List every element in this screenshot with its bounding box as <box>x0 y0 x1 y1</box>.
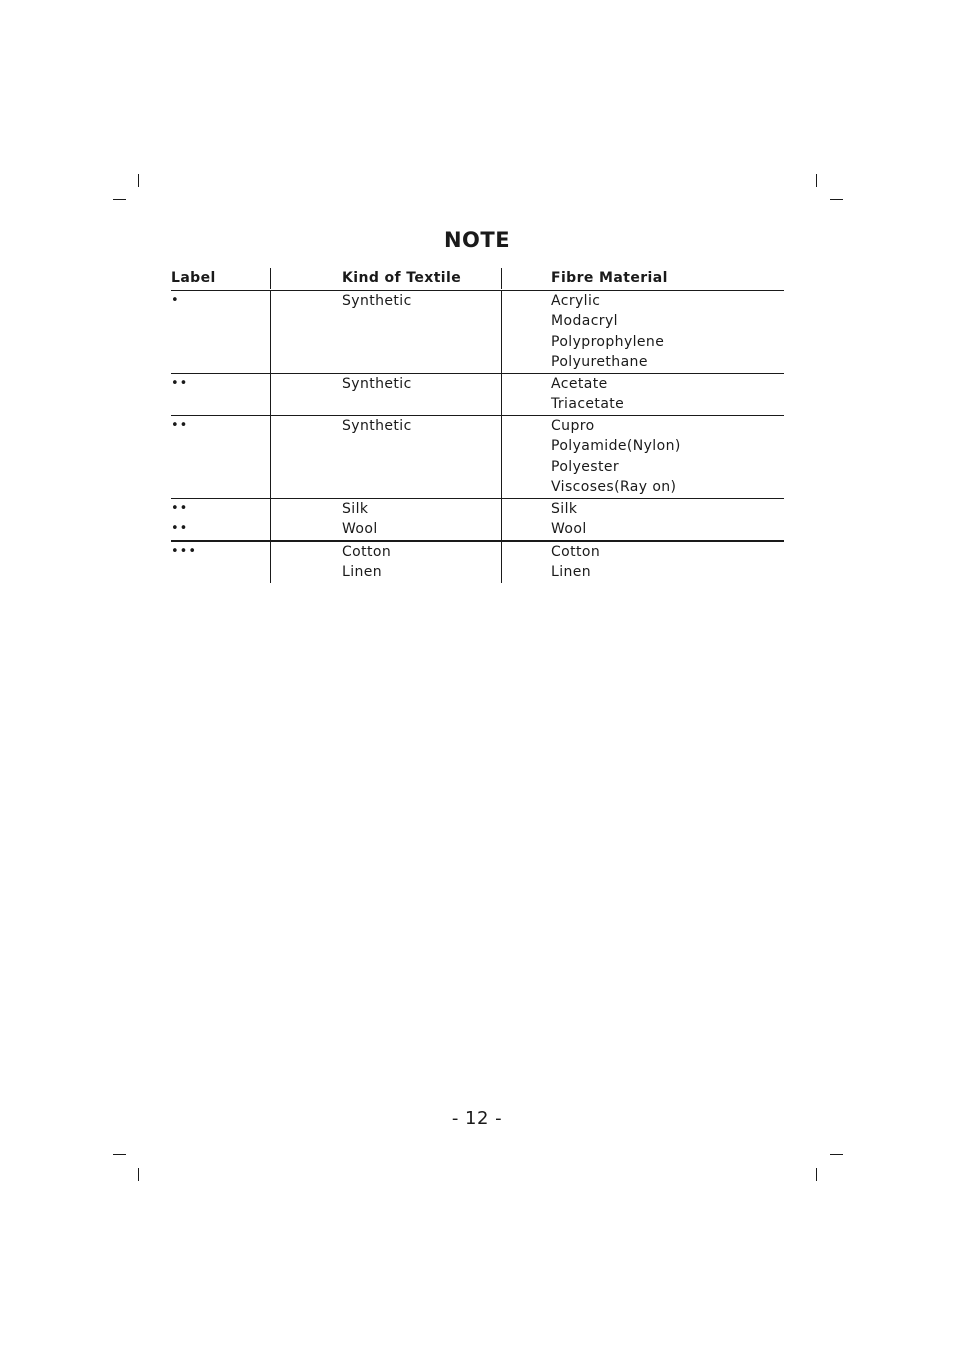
fibre-text: Wool <box>551 521 587 537</box>
fibre-text: Modacryl <box>551 313 618 329</box>
fibre-text: Acrylic <box>551 292 601 309</box>
table-row <box>171 291 784 374</box>
fibre-text: Cotton <box>551 543 601 560</box>
kind-cell <box>271 542 502 583</box>
fibre-cell <box>502 499 784 540</box>
fibre-text: Acetate <box>551 375 608 392</box>
label-cell <box>171 499 271 540</box>
header-kind-of-textile: Kind of Textile <box>271 268 502 289</box>
fibre-text: Silk <box>551 500 578 517</box>
crop-mark-bottom-right-horizontal <box>830 1154 843 1155</box>
kind-text: Synthetic <box>342 375 412 392</box>
fibre-cell <box>502 291 784 373</box>
crop-mark-bottom-left-vertical <box>138 1168 139 1181</box>
label-dots: •• <box>171 521 189 536</box>
fibre-text: Polyurethane <box>551 354 648 370</box>
kind-text: Cotton <box>342 543 392 560</box>
page-number: - 12 - <box>451 1108 503 1129</box>
label-dots: •• <box>171 375 189 391</box>
label-cell <box>171 416 271 498</box>
crop-mark-bottom-right-vertical <box>816 1168 817 1181</box>
label-cell <box>171 291 271 373</box>
label-dots: ••• <box>171 543 198 559</box>
table-row <box>171 499 784 542</box>
fibre-text: Triacetate <box>551 396 625 412</box>
table-header-row <box>171 267 784 291</box>
table-row <box>171 416 784 499</box>
page-title: NOTE <box>443 228 511 252</box>
kind-text: Linen <box>342 564 383 580</box>
kind-text: Synthetic <box>342 292 412 309</box>
fibre-text: Polyamide(Nylon) <box>551 438 681 454</box>
fibre-text: Viscoses(Ray on) <box>551 479 677 495</box>
header-fibre-material: Fibre Material <box>551 270 668 286</box>
fibre-cell <box>502 374 784 415</box>
fibre-cell <box>502 416 784 498</box>
kind-text: Silk <box>342 500 369 517</box>
crop-mark-top-left-horizontal <box>113 199 126 200</box>
label-dots: •• <box>171 417 189 433</box>
crop-mark-top-left-vertical <box>138 174 139 187</box>
textile-table <box>171 267 784 589</box>
kind-cell <box>271 499 502 540</box>
kind-text: Wool <box>342 521 378 537</box>
crop-mark-top-right-vertical <box>816 174 817 187</box>
fibre-text: Cupro <box>551 417 595 434</box>
label-cell <box>171 374 271 415</box>
header-label: Label <box>171 268 271 289</box>
kind-cell <box>271 374 502 415</box>
fibre-text: Polyprophylene <box>551 333 665 350</box>
table-row <box>171 542 784 589</box>
label-dots: •• <box>171 500 189 516</box>
fibre-text: Linen <box>551 564 592 580</box>
kind-cell <box>271 416 502 498</box>
fibre-text: Polyester <box>551 458 620 475</box>
table-row <box>171 374 784 416</box>
kind-cell <box>271 291 502 373</box>
fibre-cell <box>502 542 784 583</box>
crop-mark-top-right-horizontal <box>830 199 843 200</box>
label-dots: • <box>171 292 180 308</box>
label-cell <box>171 542 271 583</box>
kind-text: Synthetic <box>342 417 412 434</box>
crop-mark-bottom-left-horizontal <box>113 1154 126 1155</box>
